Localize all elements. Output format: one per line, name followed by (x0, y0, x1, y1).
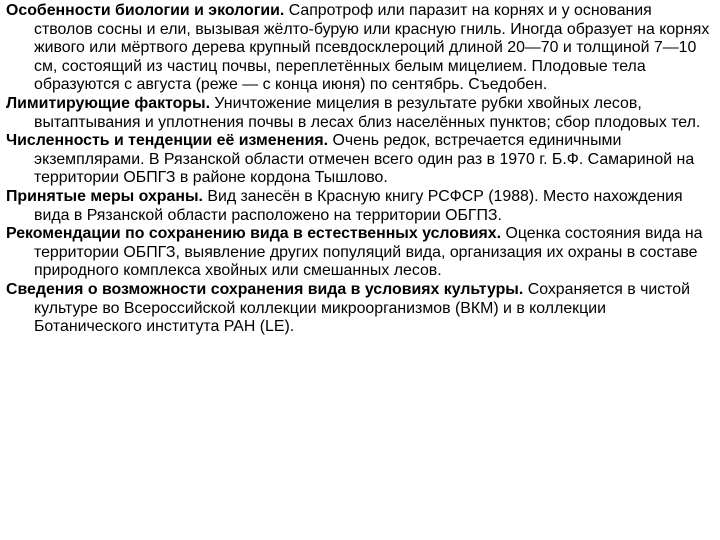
section-text: Вид занесён в Красную книгу РСФСР (1988). Место нахождения вида в Рязанской области расположено на территории ОБГПЗ. (34, 187, 683, 224)
section-heading: Рекомендации по сохранению вида в естественных условиях. (6, 225, 502, 243)
section-limiting-factors (6, 95, 711, 132)
section-heading: Особенности биологии и экологии. (6, 2, 285, 19)
section-heading: Лимитирующие факторы. (6, 94, 210, 112)
section-heading: Принятые меры охраны. (6, 187, 203, 205)
section-population-trends (6, 132, 711, 188)
section-text: Сапротроф или паразит на корнях и у основания стволов сосны и ели, вызывая жёлто-бурую или красную гниль. Иногда образует на корнях живого или мёртвого дерева крупный псевдосклероций длиной 20—70 и толщиной 7—10 см, состоящий из частиц почвы, переплетённых белым мицелием. Плодовые тела образуются с августа (реже — с конца июня) по сентябрь. Съедобен. (34, 2, 710, 94)
section-text: Очень редок, встречается единичными экземплярами. В Рязанской области отмечен всего один раз в 1970 г. Б.Ф. Самариной на территории ОБПГЗ в районе кордона Тышлово. (34, 132, 695, 187)
section-culture-conservation (6, 281, 711, 337)
section-protection-measures (6, 188, 711, 225)
section-text: Уничтожение мицелия в результате рубки хвойных лесов, вытаптывания и уплотнения почвы в лесах близ населённых пунктов; сбор плодовых тел. (34, 94, 701, 131)
section-heading: Сведения о возможности сохранения вида в условиях культуры. (6, 280, 524, 298)
section-text: Сохраняется в чистой культуре во Всероссийской коллекции микроорганизмов (ВКМ) и в коллекции Ботанического института РАН (LE). (34, 280, 690, 336)
section-heading: Численность и тенденции её изменения. (6, 132, 329, 150)
section-natural-conservation (6, 225, 711, 281)
section-text: Оценка состояния вида на территории ОБПГЗ, выявление других популяций вида, организация их охраны в составе природного комплекса хвойных или смешанных лесов. (34, 225, 703, 280)
section-biology-ecology (6, 2, 711, 95)
